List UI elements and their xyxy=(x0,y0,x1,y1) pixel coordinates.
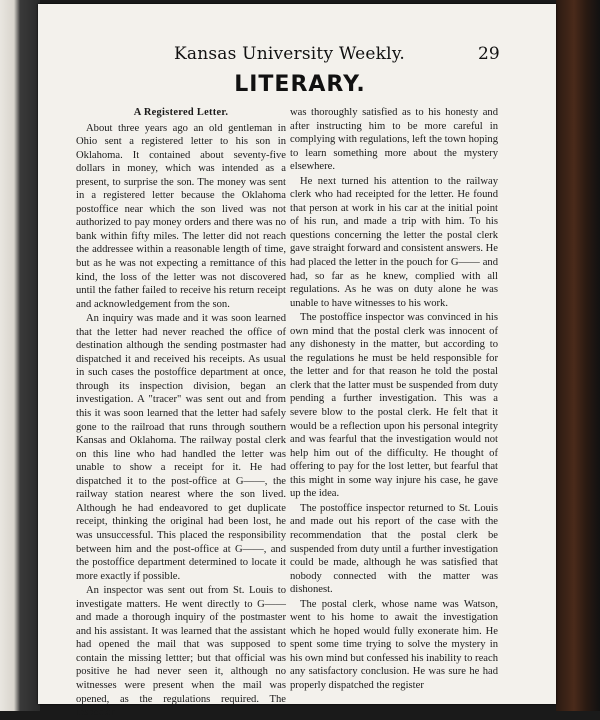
paragraph: The postoffice inspector was convinced in his own mind that the postal clerk was innocent of any dishonesty in the matter, but according to the regulations he must be held responsible for the letter and for that reason he told the postal clerk that the latter must be suspended from duty pending a further investigation. This was a severe blow to the postal clerk. He felt that it would be a reflection upon his personal integrity and was fearful that the investigation would not help him out of the difficulty. He thought of offering to pay for the lost letter, but fearful that this might in some way injure his case, he gave up the idea. xyxy=(290,312,498,500)
left-column xyxy=(76,106,286,720)
section-title: LITERARY. xyxy=(234,72,366,97)
publication-title: Kansas University Weekly. xyxy=(174,44,405,64)
left-page-edge xyxy=(0,0,40,711)
paragraph: About three years ago an old gentleman in Ohio sent a registered letter to his son in Oklahoma. It contained about seventy-five dollars in money, which was intended as a present, to surprise the son. The money was sent in a registered letter because the Oklahoma postoffice near which the son lived was not authorized to pay money orders and there was no bank within fifty miles. The letter did not reach the addressee within a reasonable length of time, but as he was not expecting a remittance of this kind, the loss of the letter was not discovered until the father failed to receive his return receipt and acknowledgement from the son. xyxy=(76,122,286,310)
paragraph: An inspector was sent out from St. Louis to investigate matters. He went directly to G—— and made a thorough inquiry of the postmaster and his assistant. It was learned that the assistant had opened the mail that was supposed to contain the missing lettter; but that official was positive he had never seen it, although no witnesses were present when the mail was opened, as the regulations required. The inspector xyxy=(76,585,286,719)
article-heading: A Registered Letter. xyxy=(133,107,229,118)
paragraph: He next turned his attention to the railway clerk who had receipted for the letter. He found that person at work in his car at the initial point of his run, and made a trip with him. To his questions concerning the letter the postal clerk gave straight forward and consistent answers. He had placed the letter in the pouch for G—— and had, so far as he knew, complied with all regulations. As he was on duty alone he was unable to have witnesses to his work. xyxy=(290,175,498,309)
page-number: 29 xyxy=(478,44,500,64)
paragraph: The postoffice inspector returned to St. Louis and made out his report of the case with the recommendation that the postal clerk be suspended from duty until a further investigation could be made, although he was satisfied that nobody connected with the matter was dishonest. xyxy=(290,502,498,596)
right-column xyxy=(290,106,498,693)
book-spine xyxy=(556,0,600,711)
paragraph: An inquiry was made and it was soon learned that the letter had never reached the office of destination although the sending postmaster had dispatched it and received his receipts. As usual in such cases the postoffice department at once, through its inspection division, began an investigation. A "tracer" was sent out and from this it was soon learned that the letter had safely gone to the railroad that runs through southern Kansas and Oklahoma. The railway postal clerk on this line who had handled the letter was unable to show a receipt for it. He had dispatched it to the post-office at G——, the railway station nearest where the son lived. Although he had endeavored to get duplicate receipt, thinking the original had been lost, he was unsuccessful. This placed the responsibility between him and the post-office at G——, and the postoffice department determined to locate it more exactly if possible. xyxy=(76,313,286,582)
paragraph: The postal clerk, whose name was Watson, went to his home to await the investigation which he hoped would fully exonerate him. He spent some time trying to solve the mystery in his own mind but confessed his inability to reach any satisfactory conclusion. He was sure he had properly dispatched the register xyxy=(290,598,498,691)
paragraph: was thoroughly satisfied as to his honesty and after instructing him to be more careful in complying with regulations, left the town hoping to learn something more about the mystery elsewhere. xyxy=(290,107,498,173)
